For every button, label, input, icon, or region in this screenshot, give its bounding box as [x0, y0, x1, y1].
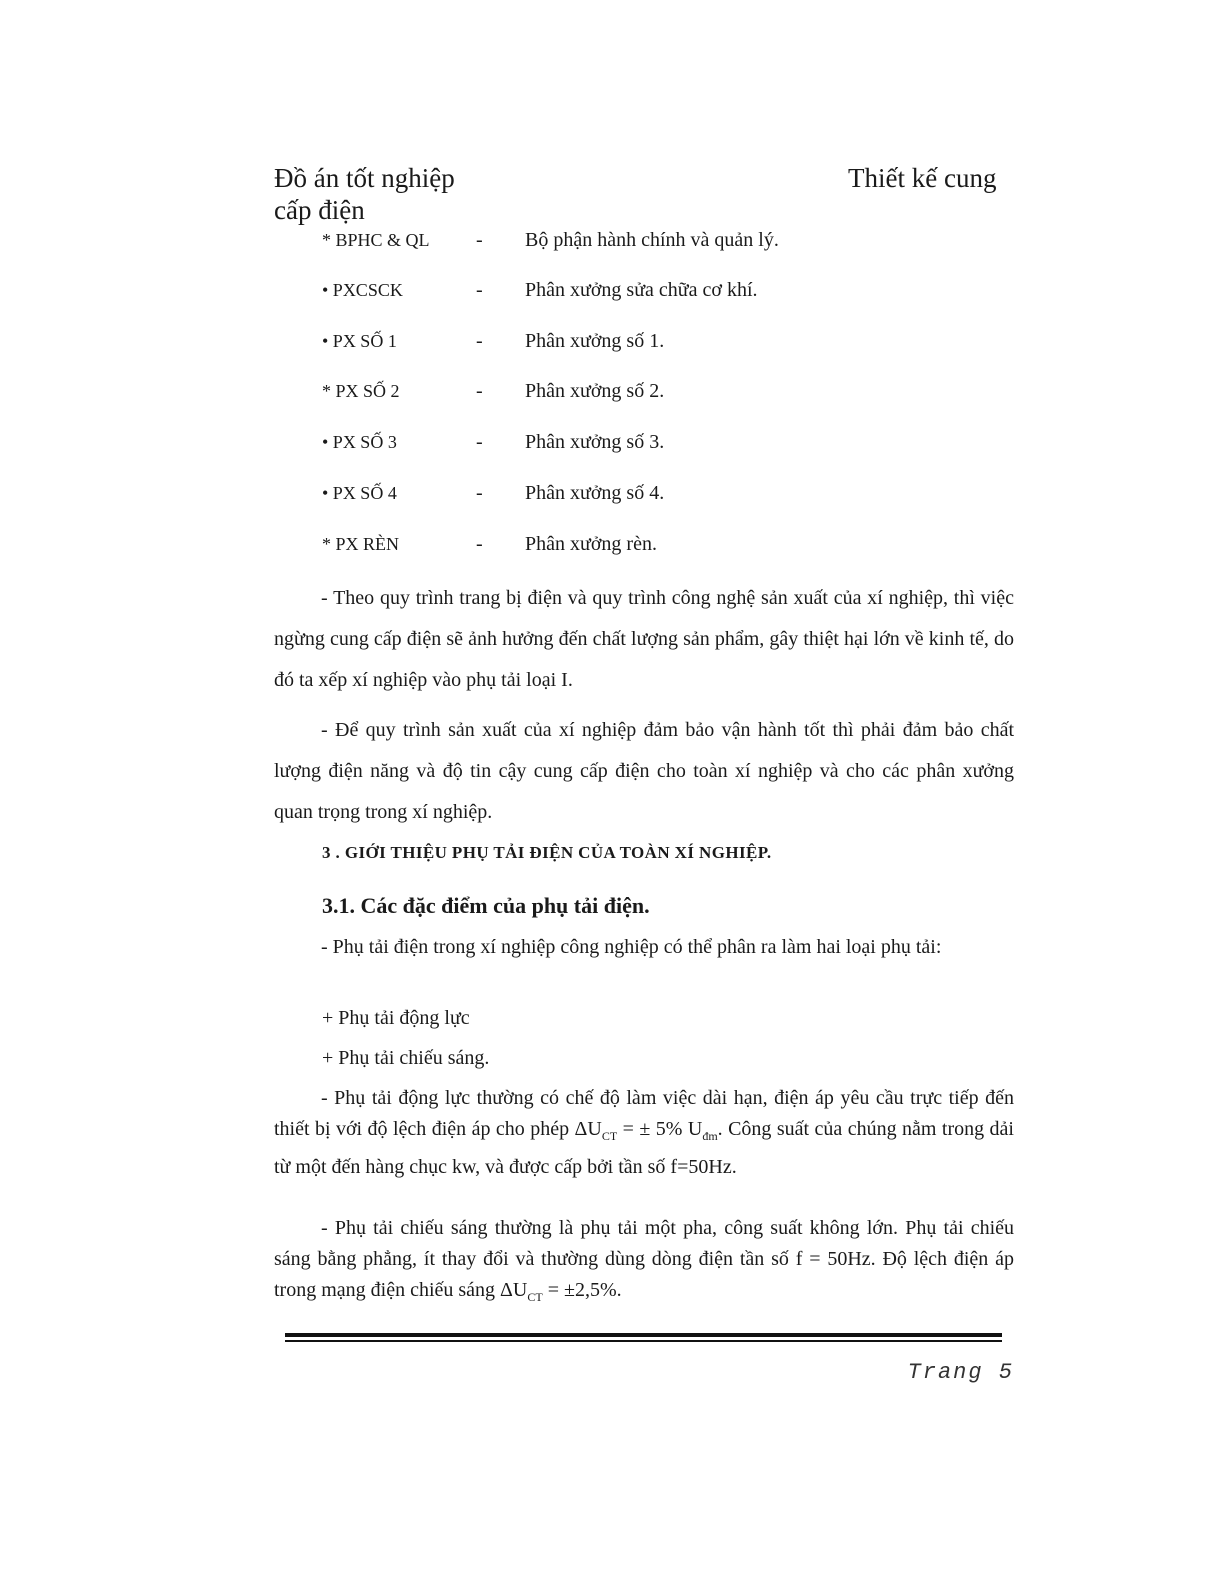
subsection-heading: 3.1. Các đặc điểm của phụ tải điện. [322, 893, 650, 918]
abbreviation-code: * PX RÈN [322, 534, 400, 554]
abbreviation-code: • PX SỐ 4 [322, 483, 397, 503]
abbreviation-description: Phân xưởng số 3. [525, 431, 665, 453]
lighting-load-text-b: = ±2,5%. [542, 1279, 622, 1301]
abbreviation-dash: - [476, 431, 483, 453]
abbreviation-description: Phân xưởng rèn. [525, 533, 657, 555]
paragraph-lighting-load [274, 1213, 1014, 1313]
lighting-load-text-a: - Phụ tải chiếu sáng thường là phụ tải một pha, công suất không lớn. Phụ tải chiếu sáng bằng phẳng, ít thay đổi và thường dùng dòng điện tần số f = 50Hz. Độ lệch điện áp trong mạng điện chiếu sáng ΔU [274, 1217, 1014, 1301]
motor-load-subscript-ct: CT [601, 1129, 618, 1143]
abbreviation-dash: - [476, 279, 483, 301]
abbreviation-description: Phân xưởng sửa chữa cơ khí. [525, 279, 758, 301]
section-heading: 3 . GIỚI THIỆU PHỤ TẢI ĐIỆN CỦA TOÀN XÍ NGHIỆP. [322, 843, 772, 862]
abbreviation-description: Phân xưởng số 4. [525, 482, 665, 504]
abbreviation-dash: - [476, 330, 483, 352]
abbreviation-code: * PX SỐ 2 [322, 381, 400, 401]
abbreviation-code: • PXCSCK [322, 280, 403, 300]
header-wrap-line: cấp điện [274, 195, 365, 225]
paragraph-power-quality: - Để quy trình sản xuất của xí nghiệp đảm bảo vận hành tốt thì phải đảm bảo chất lượng điện năng và độ tin cậy cung cấp điện cho toàn xí nghiệp và cho các phân xưởng quan trọng trong xí nghiệp. [274, 719, 1014, 823]
paragraph-load-classification: - Theo quy trình trang bị điện và quy trình công nghệ sản xuất của xí nghiệp, thì việc ngừng cung cấp điện sẽ ảnh hưởng đến chất lượng sản phẩm, gây thiệt hại lớn về kinh tế, do đó ta xếp xí nghiệp vào phụ tải loại I. [274, 587, 1014, 691]
abbreviation-dash: - [476, 380, 483, 402]
abbreviation-code: • PX SỐ 3 [322, 432, 397, 452]
header-left-title: Đồ án tốt nghiệp [274, 163, 455, 193]
abbreviation-dash: - [476, 533, 483, 555]
motor-load-subscript-dm: đm [702, 1129, 718, 1143]
abbreviation-dash: - [476, 482, 483, 504]
paragraph-load-types: - Phụ tải điện trong xí nghiệp công nghiệp có thể phân ra làm hai loại phụ tải: [321, 936, 942, 958]
footer-rule-thick [285, 1333, 1002, 1337]
abbreviation-dash: - [476, 229, 483, 251]
list-item: + Phụ tải động lực [322, 1007, 470, 1029]
lighting-load-subscript-ct: CT [527, 1290, 543, 1304]
list-item: + Phụ tải chiếu sáng. [322, 1047, 490, 1069]
abbreviation-code: • PX SỐ 1 [322, 331, 397, 351]
paragraph-motor-load [274, 1083, 1014, 1183]
abbreviation-description: Phân xưởng số 1. [525, 330, 665, 352]
motor-load-text-a: - Phụ tải động lực thường có chế độ làm việc dài hạn, điện áp yêu cầu trực tiếp đến thiết bị với độ lệch điện áp cho phép ΔU [274, 1087, 1014, 1140]
motor-load-text-b: = ± 5% U [617, 1118, 703, 1140]
abbreviation-description: Phân xưởng số 2. [525, 380, 665, 402]
abbreviation-code: * BPHC & QL [322, 230, 430, 250]
footer-rule-thin [285, 1340, 1002, 1342]
abbreviation-description: Bộ phận hành chính và quản lý. [525, 229, 779, 251]
header-right-title: Thiết kế cung [848, 163, 997, 193]
motor-load-text-c: . Công suất của chúng nằm trong dải từ một đến hàng chục kw, và được cấp bởi tần số f=50Hz. [274, 1118, 1014, 1178]
page-number: Trang 5 [907, 1360, 1014, 1385]
